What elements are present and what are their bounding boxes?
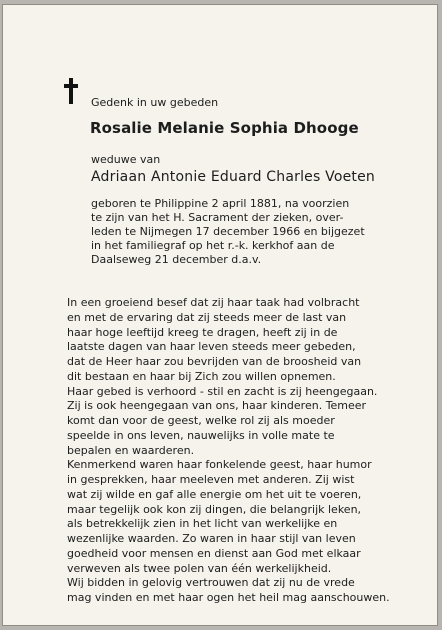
body-line: haar hoge leeftijd kreeg te dragen, heeft zij in de xyxy=(67,325,338,339)
body-line: Zij is ook heengegaan van ons, haar kinderen. Temeer xyxy=(67,399,367,413)
heading: Gedenk in uw gebeden xyxy=(91,96,219,109)
body-line: en met de ervaring dat zij steeds meer de last van xyxy=(67,310,347,324)
memorial-card xyxy=(2,4,438,626)
body-line: speelde in ons leven, nauwelijks in volle mate te xyxy=(67,428,335,442)
body-line: In een groeiend besef dat zij haar taak had volbracht xyxy=(67,296,360,309)
spouse-name: Adriaan Antonie Eduard Charles Voeten xyxy=(91,169,375,185)
body-line: in gesprekken, haar meeleven met anderen. Zij wist xyxy=(67,473,355,486)
body-line: wezenlijke waarden. Zo waren in haar stijl van leven xyxy=(67,532,356,545)
bio-line: in het familiegraf op het r.-k. kerkhof aan de xyxy=(91,239,335,252)
cross-icon xyxy=(64,78,78,104)
text-block xyxy=(67,296,390,606)
body-line: mag vinden en met haar ogen het heil mag aanschouwen. xyxy=(67,591,390,604)
body-line: laatste dagen van haar leven steeds meer gebeden, xyxy=(67,340,356,354)
bio-line: geboren te Philippine 2 april 1881, na voorzien xyxy=(91,197,350,210)
body-line: komt dan voor de geest, welke rol zij als moeder xyxy=(67,414,335,427)
bio-line: leden te Nijmegen 17 december 1966 en bijgezet xyxy=(91,225,365,238)
bio-block xyxy=(91,197,365,267)
body-line: goedheid voor mensen en dienst aan God met elkaar xyxy=(67,546,361,560)
body-line: Haar gebed is verhoord - stil en zacht is zij heengegaan. xyxy=(67,384,378,398)
body-line: maar tegelijk ook kon zij dingen, die belangrijk leken, xyxy=(67,502,362,516)
deceased-name: Rosalie Melanie Sophia Dhooge xyxy=(90,119,359,137)
body-line: dit bestaan en haar bij Zich zou willen opnemen. xyxy=(67,369,336,383)
relation-label: weduwe van xyxy=(91,153,161,166)
body-line: als betrekkelijk zien in het licht van werkelijke en xyxy=(67,517,338,531)
bio-line: te zijn van het H. Sacrament der zieken, over- xyxy=(91,211,344,224)
body-line: Wij bidden in gelovig vertrouwen dat zij nu de vrede xyxy=(67,576,355,590)
body-line: bepalen en waarderen. xyxy=(67,443,195,457)
body-line: wat zij wilde en gaf alle energie om het uit te voeren, xyxy=(67,487,362,501)
body-line: Kenmerkend waren haar fonkelende geest, haar humor xyxy=(67,458,372,472)
bio-line: Daalseweg 21 december d.a.v. xyxy=(91,253,262,266)
body-line: verweven als twee polen van één werkelijkheid. xyxy=(67,561,332,575)
body-line: dat de Heer haar zou bevrijden van de broosheid van xyxy=(67,355,362,368)
